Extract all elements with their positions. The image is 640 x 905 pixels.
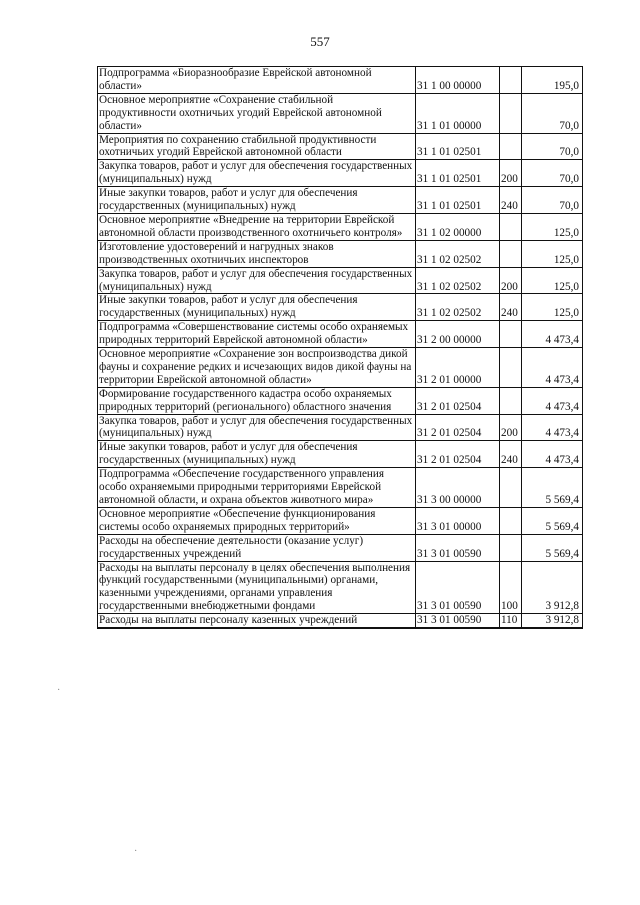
table-row — [98, 441, 583, 468]
row-sum-cell: 4 473,4 — [522, 414, 583, 441]
row-sum-cell: 195,0 — [522, 67, 583, 94]
row-code-cell: 31 1 02 02502 — [416, 294, 500, 321]
row-code-cell: 31 2 01 02504 — [416, 414, 500, 441]
row-sum-cell: 4 473,4 — [522, 387, 583, 414]
row-name-cell: Основное мероприятие «Обеспечение функционирования системы особо охраняемых природных территорий» — [98, 507, 416, 534]
row-name-cell: Мероприятия по сохранению стабильной продуктивности охотничьих угодий Еврейской автономной области — [98, 133, 416, 160]
row-sum-cell: 4 473,4 — [522, 348, 583, 388]
row-name-cell: Закупка товаров, работ и услуг для обеспечения государственных (муниципальных) нужд — [98, 267, 416, 294]
row-code-cell: 31 3 01 00590 — [416, 614, 500, 628]
row-name-cell: Закупка товаров, работ и услуг для обеспечения государственных (муниципальных) нужд — [98, 414, 416, 441]
row-expense-type-cell: 240 — [500, 187, 522, 214]
table-row — [98, 67, 583, 94]
row-code-cell: 31 1 01 02501 — [416, 160, 500, 187]
row-sum-cell: 70,0 — [522, 133, 583, 160]
row-sum-cell: 70,0 — [522, 93, 583, 133]
row-expense-type-cell — [500, 387, 522, 414]
table-row — [98, 507, 583, 534]
row-expense-type-cell — [500, 93, 522, 133]
row-code-cell: 31 2 01 02504 — [416, 387, 500, 414]
table-row — [98, 614, 583, 628]
scan-mark: · — [134, 846, 138, 857]
table-body — [98, 67, 583, 629]
table-row — [98, 321, 583, 348]
row-code-cell: 31 1 02 02502 — [416, 240, 500, 267]
row-name-cell: Основное мероприятие «Сохранение стабильной продуктивности охотничьих угодий Еврейской автономной области» — [98, 93, 416, 133]
row-expense-type-cell — [500, 507, 522, 534]
row-expense-type-cell — [500, 468, 522, 508]
row-code-cell: 31 2 00 00000 — [416, 321, 500, 348]
row-name-cell: Изготовление удостоверений и нагрудных знаков производственных охотничьих инспекторов — [98, 240, 416, 267]
table-row — [98, 561, 583, 614]
row-sum-cell: 5 569,4 — [522, 507, 583, 534]
table-row — [98, 93, 583, 133]
row-sum-cell: 70,0 — [522, 187, 583, 214]
table-row — [98, 534, 583, 561]
row-expense-type-cell: 200 — [500, 160, 522, 187]
row-name-cell: Иные закупки товаров, работ и услуг для обеспечения государственных (муниципальных) нужд — [98, 294, 416, 321]
table-row — [98, 267, 583, 294]
row-code-cell: 31 3 01 00590 — [416, 561, 500, 614]
table-row — [98, 294, 583, 321]
row-sum-cell: 70,0 — [522, 160, 583, 187]
row-sum-cell: 3 912,8 — [522, 614, 583, 628]
row-expense-type-cell — [500, 348, 522, 388]
table-row — [98, 187, 583, 214]
row-expense-type-cell — [500, 240, 522, 267]
row-name-cell: Расходы на выплаты персоналу казенных учреждений — [98, 614, 416, 628]
row-name-cell: Подпрограмма «Совершенствование системы особо охраняемых природных территорий Еврейской автономной области» — [98, 321, 416, 348]
row-code-cell: 31 3 01 00000 — [416, 507, 500, 534]
row-sum-cell: 125,0 — [522, 213, 583, 240]
row-expense-type-cell: 100 — [500, 561, 522, 614]
row-name-cell: Основное мероприятие «Сохранение зон воспроизводства дикой фауны и сохранение редких и исчезающих видов дикой фауны на территории Еврейской автономной области» — [98, 348, 416, 388]
row-code-cell: 31 1 02 00000 — [416, 213, 500, 240]
row-name-cell: Формирование государственного кадастра особо охраняемых природных территорий (регионального) областного значения — [98, 387, 416, 414]
row-name-cell: Подпрограмма «Биоразнообразие Еврейской автономной области» — [98, 67, 416, 94]
scan-mark: · — [57, 685, 61, 696]
row-sum-cell: 125,0 — [522, 294, 583, 321]
table-row — [98, 240, 583, 267]
row-sum-cell: 5 569,4 — [522, 468, 583, 508]
row-sum-cell: 3 912,8 — [522, 561, 583, 614]
row-sum-cell: 4 473,4 — [522, 441, 583, 468]
row-name-cell: Иные закупки товаров, работ и услуг для обеспечения государственных (муниципальных) нужд — [98, 187, 416, 214]
row-expense-type-cell: 200 — [500, 414, 522, 441]
row-sum-cell: 5 569,4 — [522, 534, 583, 561]
row-code-cell: 31 1 01 02501 — [416, 133, 500, 160]
budget-table — [97, 66, 583, 629]
row-code-cell: 31 3 01 00590 — [416, 534, 500, 561]
row-expense-type-cell: 110 — [500, 614, 522, 628]
table-row — [98, 414, 583, 441]
table-row — [98, 348, 583, 388]
row-name-cell: Подпрограмма «Обеспечение государственного управления особо охраняемыми природными территориями Еврейской автономной области, и охрана объектов животного мира» — [98, 468, 416, 508]
row-expense-type-cell: 240 — [500, 441, 522, 468]
row-expense-type-cell: 240 — [500, 294, 522, 321]
table-row — [98, 468, 583, 508]
row-name-cell: Закупка товаров, работ и услуг для обеспечения государственных (муниципальных) нужд — [98, 160, 416, 187]
table-row — [98, 213, 583, 240]
row-code-cell: 31 2 01 00000 — [416, 348, 500, 388]
row-sum-cell: 125,0 — [522, 267, 583, 294]
row-name-cell: Основное мероприятие «Внедрение на территории Еврейской автономной области производственного охотничьего контроля» — [98, 213, 416, 240]
row-expense-type-cell — [500, 67, 522, 94]
row-code-cell: 31 1 01 00000 — [416, 93, 500, 133]
row-expense-type-cell — [500, 133, 522, 160]
row-name-cell: Иные закупки товаров, работ и услуг для обеспечения государственных (муниципальных) нужд — [98, 441, 416, 468]
row-code-cell: 31 1 01 02501 — [416, 187, 500, 214]
row-expense-type-cell — [500, 534, 522, 561]
page-number: 557 — [310, 34, 330, 49]
row-name-cell: Расходы на обеспечение деятельности (оказание услуг) государственных учреждений — [98, 534, 416, 561]
row-name-cell: Расходы на выплаты персоналу в целях обеспечения выполнения функций государственными (муниципальными) органами, казенными учреждениями, органами управления государственными внебюджетными фондами — [98, 561, 416, 614]
row-code-cell: 31 1 00 00000 — [416, 67, 500, 94]
row-code-cell: 31 2 01 02504 — [416, 441, 500, 468]
row-code-cell: 31 3 00 00000 — [416, 468, 500, 508]
row-expense-type-cell: 200 — [500, 267, 522, 294]
row-expense-type-cell — [500, 213, 522, 240]
table-row — [98, 387, 583, 414]
table-row — [98, 160, 583, 187]
row-expense-type-cell — [500, 321, 522, 348]
row-sum-cell: 4 473,4 — [522, 321, 583, 348]
row-sum-cell: 125,0 — [522, 240, 583, 267]
row-code-cell: 31 1 02 02502 — [416, 267, 500, 294]
table-row — [98, 133, 583, 160]
